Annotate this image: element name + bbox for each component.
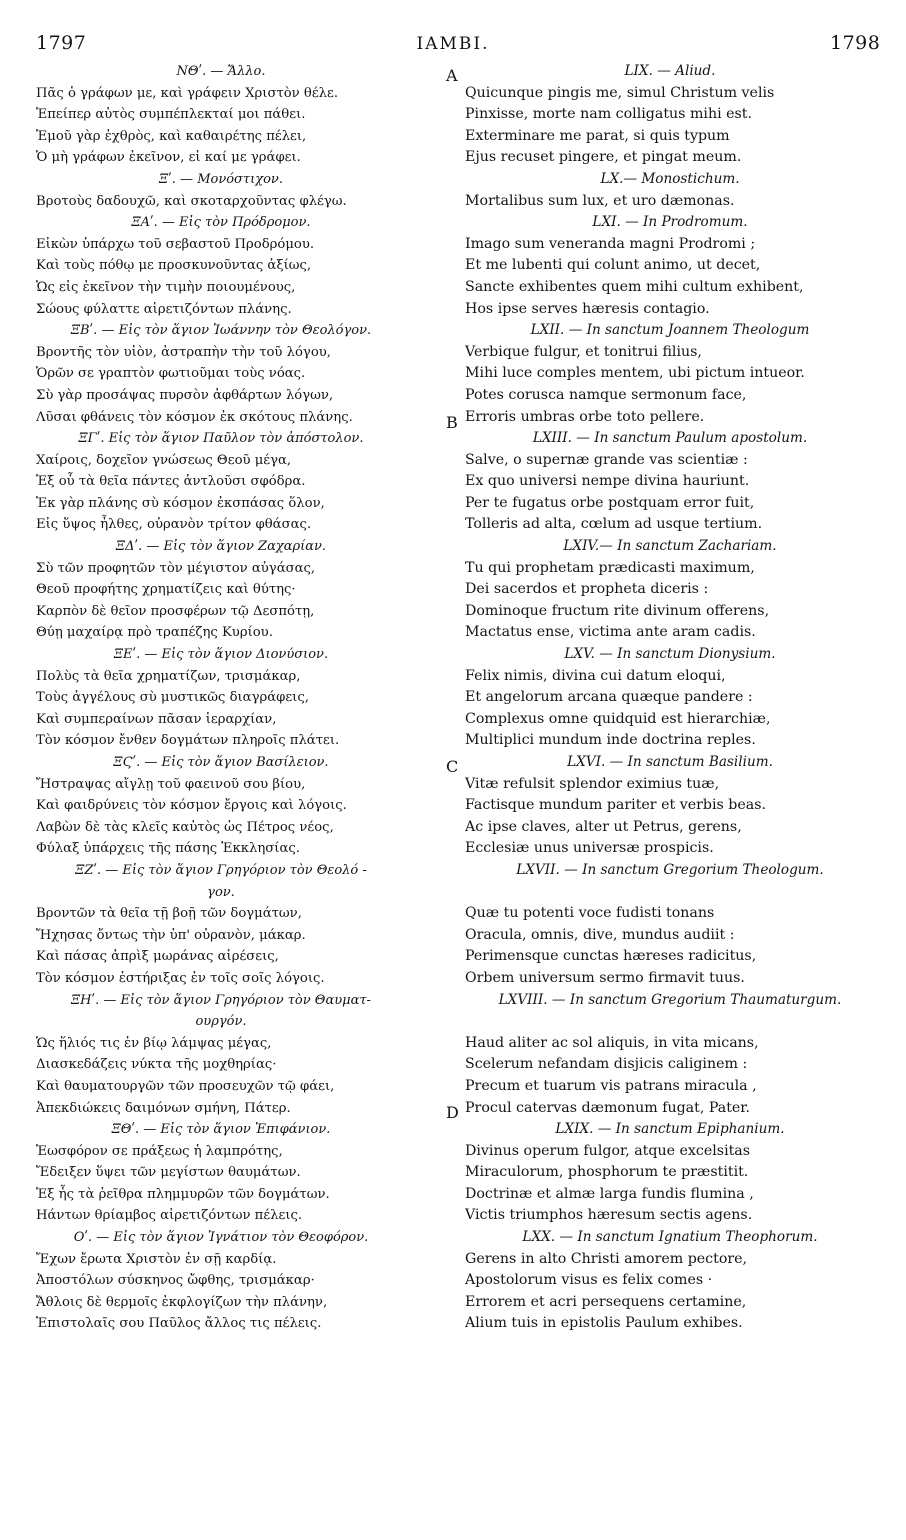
latin-heading: LXX. — In sanctum Ignatium Theophorum.	[522, 1229, 818, 1246]
greek-verse-line: Καρπὸν δὲ θεῖον προσφέρων τῷ Δεσπότῃ,	[36, 603, 315, 619]
latin-verse-line: Ecclesiæ unus universæ prospicis.	[465, 840, 714, 857]
latin-verse-line: Multiplici mundum inde doctrina reples.	[465, 732, 756, 749]
greek-heading: γον.	[207, 884, 235, 900]
latin-verse-line: Salve, o supernæ grande vas scientiæ :	[465, 451, 748, 468]
latin-heading: LXV. — In sanctum Dionysium.	[564, 646, 776, 663]
latin-verse-line: Miraculorum, phosphorum te præstitit.	[465, 1164, 749, 1181]
latin-verse-line: Factisque mundum pariter et verbis beas.	[465, 797, 767, 814]
latin-verse-line: Divinus operum fulgor, atque excelsitas	[465, 1142, 751, 1159]
latin-verse-line: Complexus omne quidquid est hierarchiæ,	[465, 710, 771, 727]
greek-verse-line: Ἔχων ἔρωτα Χριστὸν ἐν σῇ καρδίᾳ.	[36, 1251, 277, 1267]
latin-verse-line: Quæ tu potenti voce fudisti tonans	[465, 905, 715, 922]
latin-verse-line: Felix nimis, divina cui datum eloqui,	[465, 667, 726, 684]
greek-heading: ΞΔʹ. — Εἰς τὸν ἅγιον Ζαχαρίαν.	[115, 539, 327, 555]
greek-verse-line: Ὡς εἰς ἐκεῖνον τὴν τιμὴν ποιουμένους,	[36, 279, 296, 295]
greek-verse-line: Πᾶς ὁ γράφων με, καὶ γράφειν Χριστὸν θέλε.	[36, 85, 339, 101]
greek-column	[36, 61, 406, 1335]
greek-heading: ΞΑʹ. — Εἰς τὸν Πρόδρομον.	[131, 215, 311, 231]
latin-verse-line: Precum et tuarum vis patrans miracula ,	[465, 1077, 757, 1094]
latin-verse-line: Vitæ refulsit splendor eximius tuæ,	[465, 775, 720, 792]
margin-letter-c: C	[446, 757, 459, 776]
latin-verse-line: Ex quo universi nempe divina hauriunt.	[465, 473, 750, 490]
latin-heading: LXII. — In sanctum Joannem Theologum	[530, 322, 810, 339]
latin-verse-line: Sancte exhibentes quem mihi cultum exhibent,	[465, 278, 804, 295]
greek-verse-line: Ἄθλοις δὲ θερμοῖς ἐκφλογίζων τὴν πλάνην,	[36, 1294, 328, 1310]
greek-verse-line: Ἐκ γὰρ πλάνης σὺ κόσμον ἐκσπάσας ὅλον,	[36, 495, 325, 511]
greek-verse-line: Ἐπιστολαῖς σου Παῦλος ἄλλος τις πέλεις.	[36, 1316, 322, 1332]
latin-verse-line: Apostolorum visus es felix comes ·	[465, 1272, 713, 1289]
greek-verse-line: Εἰκὼν ὑπάρχω τοῦ σεβαστοῦ Προδρόμου.	[36, 236, 315, 252]
greek-verse-line: Ἑωσφόρον σε πράξεως ἡ λαμπρότης,	[36, 1143, 283, 1159]
latin-verse-line: Exterminare me parat, si quis typum	[465, 127, 730, 144]
latin-column	[465, 61, 875, 1335]
latin-verse-line: Erroris umbras orbe toto pellere.	[465, 408, 705, 425]
greek-verse-line: Φύλαξ ὑπάρχεις τῆς πάσης Ἐκκλησίας.	[36, 841, 300, 857]
latin-verse-line: Quicunque pingis me, simul Christum velis	[465, 84, 775, 101]
latin-heading: LXVI. — In sanctum Basilium.	[567, 754, 773, 770]
greek-verse-line: Λαβὼν δὲ τὰς κλεῖς καὐτὸς ὡς Πέτρος νέος,	[36, 819, 334, 835]
greek-verse-line: Καὶ τοὺς πόθῳ με προσκυνοῦντας ἀξίως,	[36, 258, 312, 274]
running-title: IAMBI.	[416, 34, 490, 54]
latin-verse-line: Haud aliter ac sol aliquis, in vita micans,	[465, 1034, 759, 1051]
greek-verse-line: Ἀπεκδιώκεις δαιμόνων σμήνη, Πάτερ.	[36, 1100, 291, 1116]
latin-verse-line: Verbique fulgur, et tonitrui filius,	[465, 343, 702, 360]
greek-verse-line: Ηάντων θρίαμβος αἱρετιζόντων πέλεις.	[36, 1208, 303, 1224]
latin-verse-line: Perimensque cunctas hæreses radicitus,	[465, 948, 757, 965]
latin-heading: LX.— Monostichum.	[600, 170, 740, 187]
latin-verse-line: Dei sacerdos et propheta diceris :	[465, 581, 709, 598]
greek-verse-line: Σὺ τῶν προφητῶν τὸν μέγιστον αὐγάσας,	[36, 560, 316, 576]
greek-verse-line: Σώους φύλαττε αἱρετιζόντων πλάνης.	[36, 301, 292, 317]
greek-heading: ΞϚʹ. — Εἰς τὸν ἅγιον Βασίλειον.	[113, 755, 329, 770]
latin-verse-line: Mactatus ense, victima ante aram cadis.	[465, 624, 756, 641]
greek-verse-line: Θεοῦ προφήτης χρηματίζεις καὶ θύτης·	[36, 582, 296, 598]
margin-letter-d: D	[446, 1103, 459, 1122]
latin-verse-line: Pinxisse, morte nam colligatus mihi est.	[465, 106, 753, 123]
latin-verse-line: Doctrinæ et almæ larga fundis flumina ,	[465, 1185, 754, 1202]
page-header	[0, 20, 906, 60]
greek-verse-line: Διασκεδάζεις νύκτα τῆς μοχθηρίας·	[36, 1057, 277, 1073]
latin-heading: LXI. — In Prodromum.	[592, 214, 748, 231]
latin-verse-line: Tu qui prophetam prædicasti maximum,	[465, 559, 755, 576]
latin-verse-line: Procul catervas dæmonum fugat, Pater.	[465, 1099, 751, 1116]
greek-verse-line: Χαίροις, δοχεῖον γνώσεως Θεοῦ μέγα,	[36, 452, 292, 468]
latin-verse-line: Et angelorum arcana quæque pandere :	[465, 689, 753, 706]
page-number-left: 1797	[36, 32, 87, 54]
greek-heading: ουργόν.	[195, 1014, 247, 1030]
greek-heading: ΝΘʹ. — Ἄλλο.	[176, 64, 266, 79]
greek-verse-line: Θύῃ μαχαίρᾳ πρὸ τραπέζης Κυρίου.	[36, 625, 273, 641]
greek-verse-line: Καὶ πάσας ἀπρὶξ μωράνας αἱρέσεις,	[36, 949, 279, 965]
latin-verse-line: Orbem universum sermo firmavit tuus.	[465, 969, 745, 986]
greek-verse-line: Ἤστραψας αἴγλῃ τοῦ φαεινοῦ σου βίου,	[36, 776, 306, 792]
greek-verse-line: Τοὺς ἀγγέλους σὺ μυστικῶς διαγράφεις,	[36, 690, 309, 706]
latin-verse-line: Victis triumphos hæresum sectis agens.	[465, 1207, 753, 1224]
latin-verse-line: Dominoque fructum rite divinum offerens,	[465, 602, 770, 619]
greek-verse-line: Καὶ θαυματουργῶν τῶν προσευχῶν τῷ φάει,	[36, 1078, 335, 1094]
latin-verse-line: Alium tuis in epistolis Paulum exhibes.	[465, 1315, 743, 1332]
greek-heading: ΞΒʹ. — Εἰς τὸν ἅγιον Ἰωάννην τὸν Θεολόγον.	[70, 323, 372, 339]
greek-verse-line: Εἰς ὕψος ἦλθες, οὐρανὸν τρίτον φθάσας.	[36, 517, 312, 533]
latin-spacer	[465, 882, 875, 904]
latin-heading: LIX. — Aliud.	[624, 63, 716, 79]
greek-verse-line: Βροντῶν τὰ θεῖα τῇ βοῇ τῶν δογμάτων,	[36, 906, 302, 922]
latin-verse-line: Gerens in alto Christi amorem pectore,	[465, 1250, 748, 1267]
greek-verse-line: Πολὺς τὰ θεῖα χρηματίζων, τρισμάκαρ,	[36, 668, 301, 684]
latin-heading: LXVII. — In sanctum Gregorium Theologum.	[516, 861, 824, 878]
greek-heading: ΞΖʹ. — Εἰς τὸν ἅγιον Γρηγόριον τὸν Θεολό -	[75, 862, 367, 878]
latin-verse-line: Et me lubenti qui colunt animo, ut decet,	[465, 257, 761, 274]
greek-verse-line: Τὸν κόσμον ἐστήριξας ἐν τοῖς σοῖς λόγοις.	[36, 970, 325, 986]
greek-heading: Ξʹ. — Μονόστιχον.	[159, 171, 283, 187]
latin-verse-line: Ac ipse claves, alter ut Petrus, gerens,	[465, 818, 742, 835]
latin-heading: LXIV.— In sanctum Zachariam.	[563, 538, 777, 555]
latin-verse-line: Tolleris ad alta, cœlum ad usque tertium.	[465, 516, 763, 533]
greek-verse-line: Ἤχησας ὄντως τὴν ὑπ' οὐρανὸν, μάκαρ.	[36, 927, 306, 943]
latin-verse-line: Ejus recuset pingere, et pingat meum.	[465, 149, 742, 166]
greek-heading: ΞΘʹ. — Εἰς τὸν ἅγιον Ἐπιφάνιον.	[111, 1122, 331, 1138]
latin-verse-line: Potes corusca namque sermonum face,	[465, 386, 747, 403]
latin-heading: LXIX. — In sanctum Epiphanium.	[555, 1121, 785, 1138]
greek-heading: ΞΓʹ. Εἰς τὸν ἅγιον Παῦλον τὸν ἀπόστολον.	[78, 431, 364, 447]
greek-verse-line: Ὁρῶν σε γραπτὸν φωτιοῦμαι τοὺς νόας.	[36, 366, 306, 382]
latin-verse-line: Hos ipse serves hæresis contagio.	[465, 300, 710, 317]
latin-heading: LXVIII. — In sanctum Gregorium Thaumaturgum.	[498, 991, 842, 1008]
latin-verse-line: Imago sum veneranda magni Prodromi ;	[465, 235, 756, 252]
margin-letter-a: A	[446, 66, 458, 85]
latin-verse-line: Per te fugatus orbe postquam error fuit,	[465, 494, 755, 511]
latin-verse-line: Errorem et acri persequens certamine,	[465, 1293, 747, 1310]
greek-verse-line: Ἐμοῦ γὰρ ἐχθρὸς, καὶ καθαιρέτης πέλει,	[36, 128, 307, 144]
greek-verse-line: Καὶ φαιδρύνεις τὸν κόσμον ἔργοις καὶ λόγοις.	[36, 798, 347, 814]
greek-verse-line: Ὡς ἥλιός τις ἐν βίῳ λάμψας μέγας,	[36, 1035, 272, 1051]
latin-verse-line: Oracula, omnis, dive, mundus audiit :	[465, 926, 735, 943]
greek-verse-line: Ἐξ οὗ τὰ θεῖα πάντες ἀντλοῦσι σφόδρα.	[36, 474, 306, 490]
latin-heading: LXIII. — In sanctum Paulum apostolum.	[532, 430, 808, 447]
greek-verse-line: Σὺ γὰρ προσάψας πυρσὸν ἀφθάρτων λόγων,	[36, 387, 334, 403]
latin-verse-line: Mortalibus sum lux, et uro dæmonas.	[465, 192, 735, 209]
latin-verse-line: Mihi luce comples mentem, ubi pictum intueor.	[465, 365, 805, 382]
greek-heading: ΞΗʹ. — Εἰς τὸν ἅγιον Γρηγόριον τὸν Θαυματ-	[71, 992, 371, 1008]
greek-verse-line: Τὸν κόσμον ἔνθεν δογμάτων πληροῖς πλάτει.	[36, 733, 340, 749]
greek-heading: ΞΕʹ. — Εἰς τὸν ἅγιον Διονύσιον.	[113, 647, 329, 663]
greek-verse-line: Ὁ μὴ γράφων ἐκεῖνον, εἰ καί με γράφει.	[36, 150, 301, 166]
greek-verse-line: Ἐπείπερ αὐτὸς συμπέπλεκταί μοι πάθει.	[36, 107, 306, 123]
greek-verse-line: Ἀποστόλων σύσκηνος ὤφθης, τρισμάκαρ·	[36, 1273, 315, 1289]
greek-verse-line: Ἐξ ἧς τὰ ῥεῖθρα πλημμυρῶν τῶν δογμάτων.	[36, 1186, 330, 1202]
greek-verse-line: Λῦσαι φθάνεις τὸν κόσμον ἐκ σκότους πλάνης.	[36, 409, 353, 425]
greek-verse-line: Καὶ συμπεραίνων πᾶσαν ἱεραρχίαν,	[36, 711, 277, 727]
greek-verse-line: Ἔδειξεν ὕψει τῶν μεγίστων θαυμάτων.	[36, 1165, 301, 1181]
margin-letter-b: B	[446, 413, 458, 432]
latin-verse-line: Scelerum nefandam disjicis caliginem :	[465, 1056, 748, 1073]
latin-spacer	[465, 1011, 875, 1033]
page-number-right: 1798	[830, 32, 881, 54]
greek-heading: Οʹ. — Εἰς τὸν ἅγιον Ἰγνάτιον τὸν Θεοφόρον.	[73, 1230, 369, 1246]
greek-verse-line: Βροτοὺς δαδουχῶ, καὶ σκοταρχοῦντας φλέγω.	[36, 193, 347, 209]
greek-verse-line: Βροντῆς τὸν υἱὸν, ἀστραπὴν τὴν τοῦ λόγου,	[36, 344, 331, 360]
